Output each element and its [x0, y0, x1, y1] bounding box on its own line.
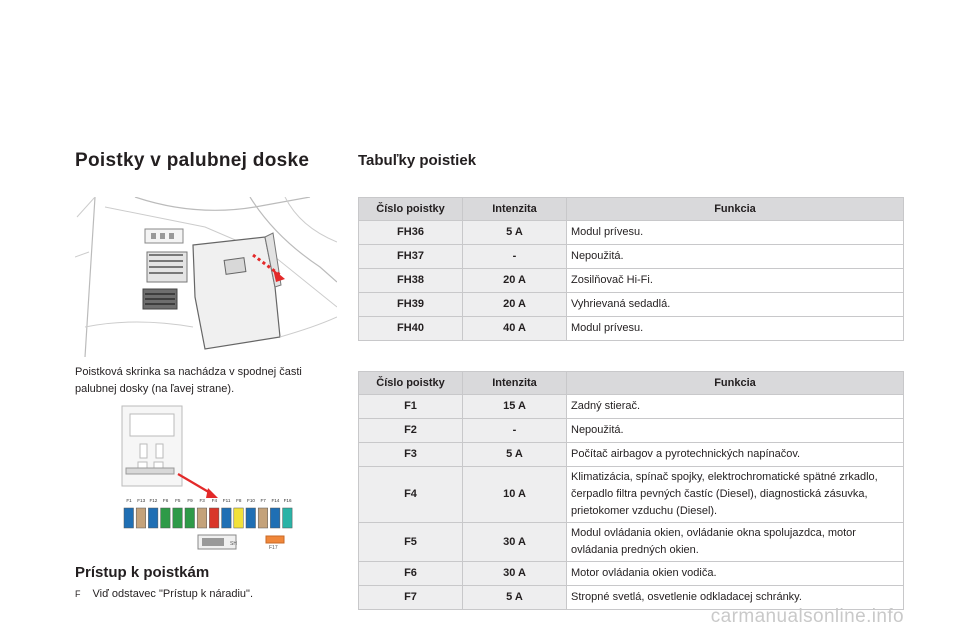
fuse-label: F12: [149, 498, 158, 503]
access-instruction-text: Viď odstavec "Prístup k náradiu".: [92, 588, 254, 600]
rating-cell: -: [463, 245, 567, 269]
table-row: [359, 467, 904, 523]
access-instruction: [75, 588, 253, 600]
function-cell: Nepoužitá.: [567, 245, 904, 269]
rating-cell: 20 A: [463, 269, 567, 293]
rating-cell: 30 A: [463, 523, 567, 562]
fuse-label: F5: [175, 498, 181, 503]
fuse-number-cell: F3: [359, 443, 463, 467]
page-title: Poistky v palubnej doske: [75, 150, 310, 171]
fuse-label: F11: [222, 498, 231, 503]
table-header-row: [359, 372, 904, 395]
fuse-number-cell: FH40: [359, 317, 463, 341]
fuse-icon: [136, 508, 146, 528]
table-header-row: [359, 198, 904, 221]
fuse-label: F13: [137, 498, 146, 503]
column-header-function: Funkcia: [567, 198, 904, 221]
function-cell: Modul ovládania okien, ovládanie okna spolujazdca, motor ovládania predných okien.: [567, 523, 904, 562]
relay-label: SH: [230, 541, 237, 547]
column-header-rating: Intenzita: [463, 372, 567, 395]
tables-title: Tabuľky poistiek: [358, 152, 477, 169]
table-row: [359, 245, 904, 269]
fuse-table-fh: [358, 197, 904, 341]
rating-cell: 5 A: [463, 586, 567, 610]
fuse-icon: [246, 508, 256, 528]
function-cell: Zadný stierač.: [567, 395, 904, 419]
function-cell: Vyhrievaná sedadlá.: [567, 293, 904, 317]
function-cell: Klimatizácia, spínač spojky, elektrochromatické spätné zrkadlo, čerpadlo filtra pevných častíc (Diesel), diagnostická zásuvka, prietokomer vzduchu (Diesel).: [567, 467, 904, 523]
fuse-label: F1: [126, 498, 132, 503]
fuse-row: [124, 498, 292, 528]
table-row: [359, 523, 904, 562]
fuse-label: F8: [236, 498, 242, 503]
function-cell: Modul prívesu.: [567, 221, 904, 245]
dashboard-illustration: [75, 197, 337, 357]
fuse-icon: [258, 508, 268, 528]
column-header-fuse-number: Číslo poistky: [359, 372, 463, 395]
table-row: [359, 443, 904, 467]
function-cell: Zosilňovač Hi-Fi.: [567, 269, 904, 293]
fuse-icon: [148, 508, 158, 528]
function-cell: Stropné svetlá, osvetlenie odkladacej schránky.: [567, 586, 904, 610]
rating-cell: 10 A: [463, 467, 567, 523]
fuse-number-cell: F1: [359, 395, 463, 419]
fuse-label: F4: [211, 498, 218, 503]
rating-cell: 20 A: [463, 293, 567, 317]
fuse-number-cell: F2: [359, 419, 463, 443]
fuse-icon: [234, 508, 244, 528]
fuse-number-cell: F5: [359, 523, 463, 562]
fuse-icon: [124, 508, 134, 528]
fuse-icon: [161, 508, 171, 528]
rating-cell: 5 A: [463, 443, 567, 467]
table-row: [359, 293, 904, 317]
fuse-number-cell: F6: [359, 562, 463, 586]
rating-cell: 30 A: [463, 562, 567, 586]
watermark: carmanualsonline.info: [710, 606, 904, 627]
function-cell: Modul prívesu.: [567, 317, 904, 341]
fuse-table-f: [358, 371, 904, 610]
column-header-function: Funkcia: [567, 372, 904, 395]
fuse-f17-label: F17: [269, 545, 278, 551]
function-cell: Počítač airbagov a pyrotechnických napínačov.: [567, 443, 904, 467]
fuse-box-caption: Poistková skrinka sa nachádza v spodnej časti palubnej dosky (na ľavej strane).: [75, 366, 302, 395]
fuse-label: F3: [199, 498, 205, 503]
table-row: [359, 269, 904, 293]
fuse-label: F10: [247, 498, 255, 503]
fuse-icon: [173, 508, 183, 528]
fuse-label: F7: [260, 498, 266, 503]
column-header-fuse-number: Číslo poistky: [359, 198, 463, 221]
table-row: [359, 562, 904, 586]
table-row: [359, 419, 904, 443]
function-cell: Nepoužitá.: [567, 419, 904, 443]
rating-cell: 15 A: [463, 395, 567, 419]
rating-cell: 40 A: [463, 317, 567, 341]
fuse-number-cell: F7: [359, 586, 463, 610]
rating-cell: -: [463, 419, 567, 443]
fuse-number-cell: F4: [359, 467, 463, 523]
access-title: Prístup k poistkám: [75, 564, 210, 581]
fuse-number-cell: FH37: [359, 245, 463, 269]
fuse-icon: [270, 508, 280, 528]
fuse-icon: [209, 508, 219, 528]
table-row: [359, 317, 904, 341]
fuse-icon: [185, 508, 195, 528]
fuse-number-cell: FH39: [359, 293, 463, 317]
function-cell: Motor ovládania okien vodiča.: [567, 562, 904, 586]
fuse-icon: [197, 508, 207, 528]
fuse-number-cell: FH38: [359, 269, 463, 293]
fuse-label: F14: [271, 498, 280, 503]
fuse-icon: [283, 508, 293, 528]
fuse-label: F9: [187, 498, 193, 503]
column-header-rating: Intenzita: [463, 198, 567, 221]
fuse-label: F6: [162, 498, 169, 503]
fuse-box-diagram: [118, 404, 298, 554]
fuse-number-cell: FH36: [359, 221, 463, 245]
table-row: [359, 395, 904, 419]
table-row: [359, 221, 904, 245]
rating-cell: 5 A: [463, 221, 567, 245]
fuse-icon: [222, 508, 232, 528]
fuse-label: F16: [283, 498, 292, 503]
bullet-marker: F: [75, 589, 81, 599]
